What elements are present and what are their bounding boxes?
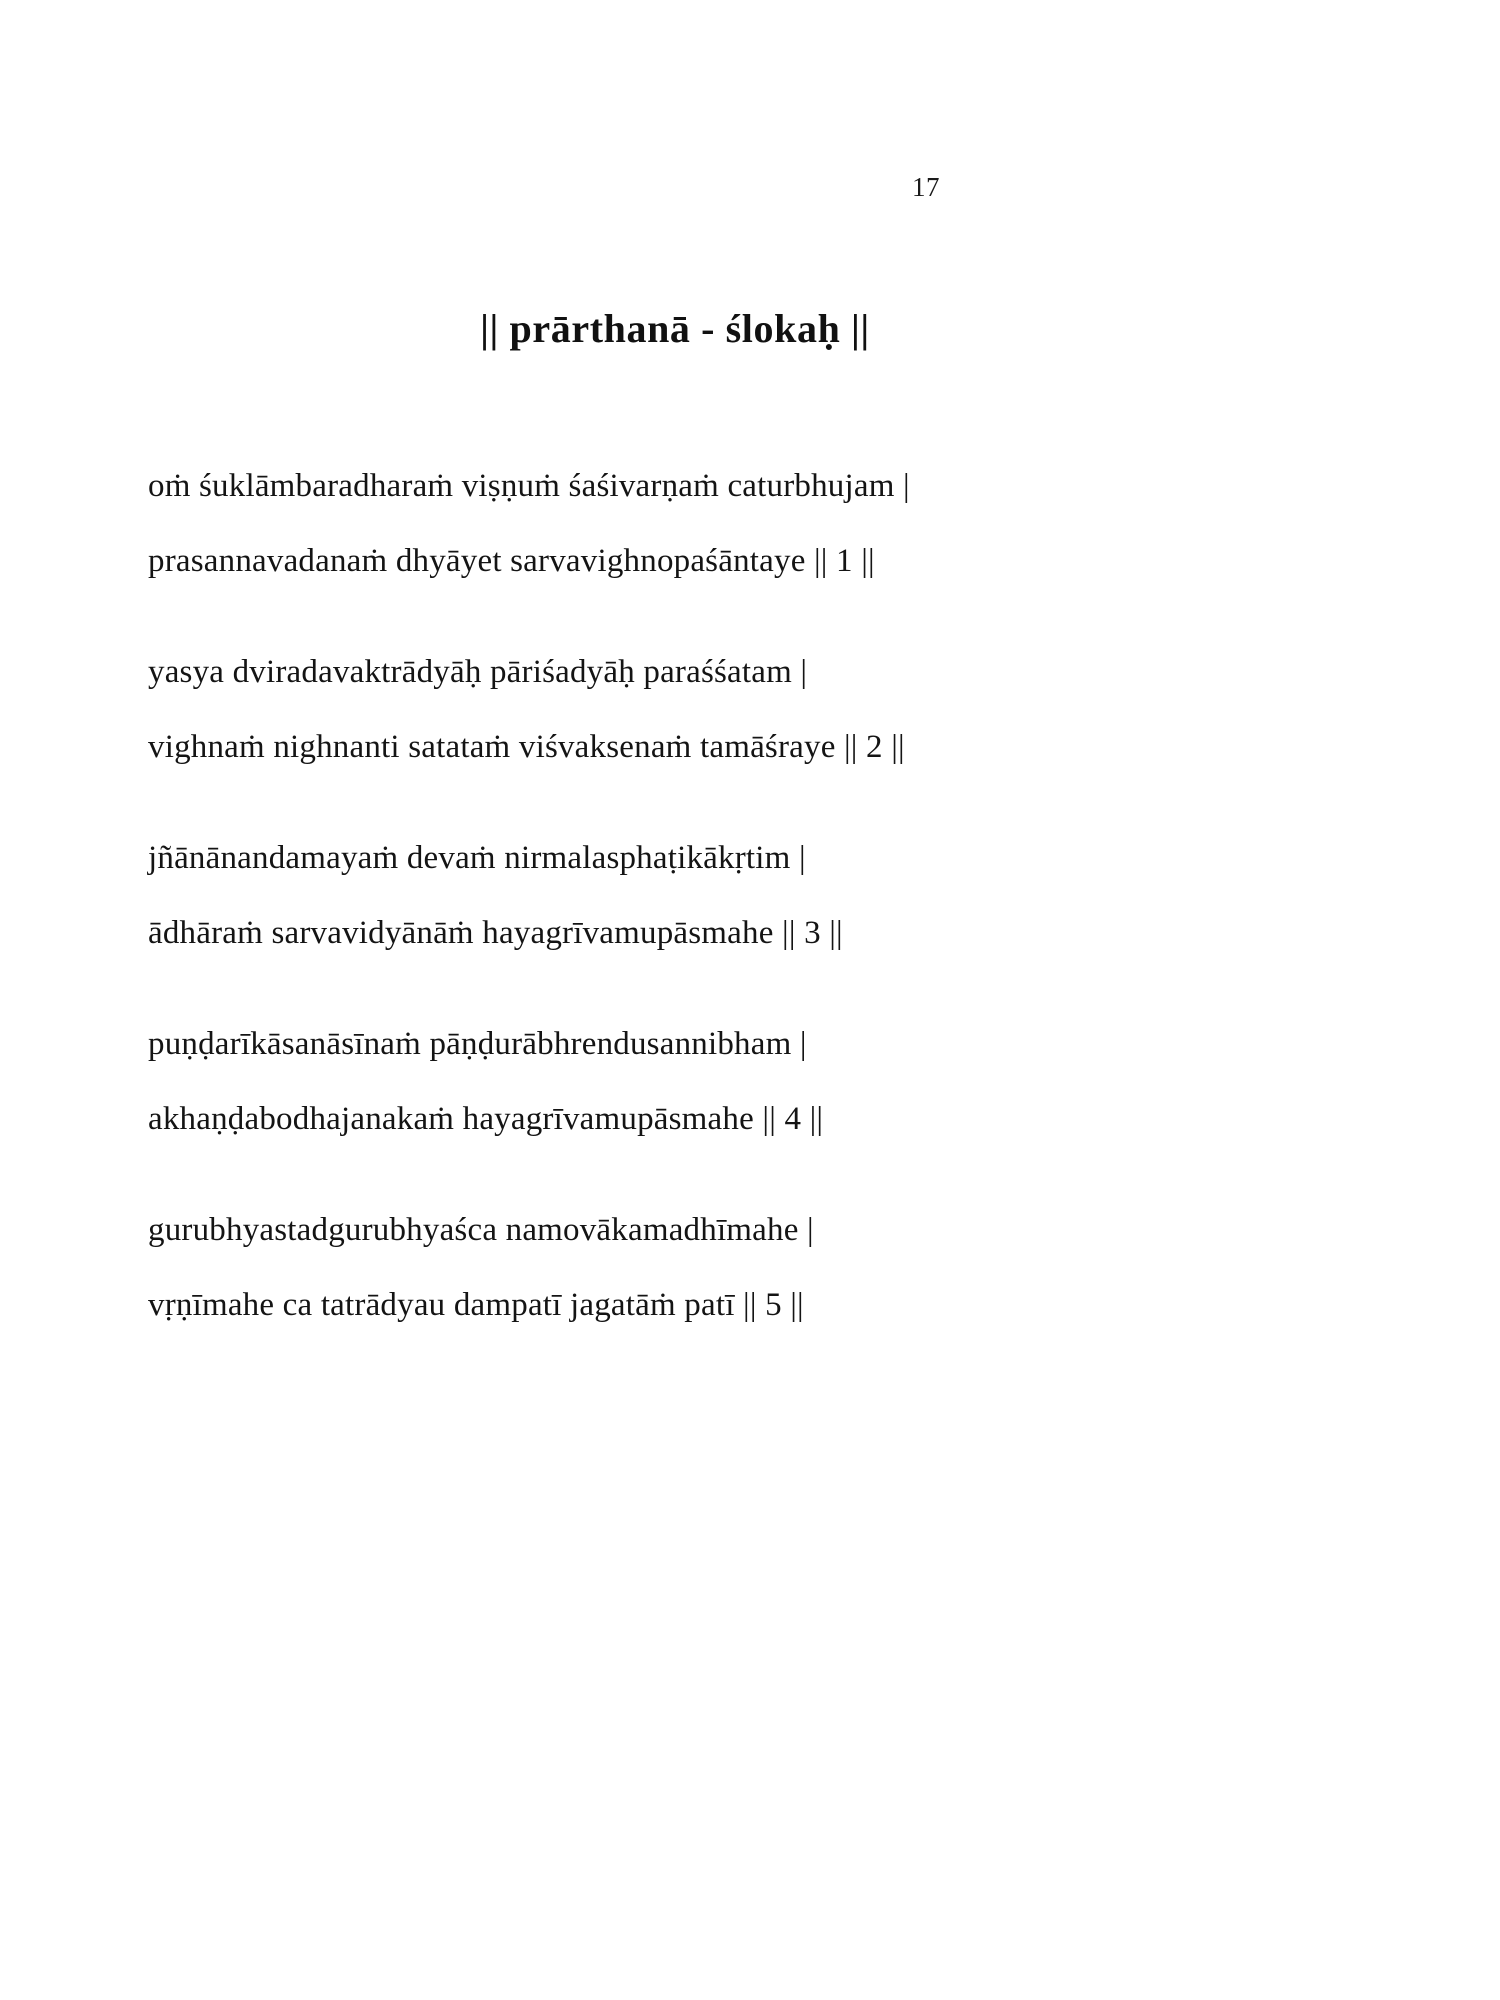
verse-block [148, 842, 1350, 950]
page-number: 17 [912, 172, 940, 202]
verse-line: puṇḍarīkāsanāsīnaṁ pāṇḍurābhrendusannibham | [148, 1026, 807, 1062]
verse-line: oṁ śuklāmbaradharaṁ viṣṇuṁ śaśivarṇaṁ caturbhujam | [148, 468, 910, 504]
verse-block [148, 1028, 1350, 1136]
verse-line: akhaṇḍabodhajanakaṁ hayagrīvamupāsmahe || 4 || [148, 1101, 824, 1137]
verse-line: jñānānandamayaṁ devaṁ nirmalasphaṭikākṛtim | [148, 840, 806, 876]
verse-line: yasya dviradavaktrādyāḥ pāriśadyāḥ paraśśatam | [148, 654, 808, 690]
verse-block [148, 656, 1350, 764]
verse-line: vṛṇīmahe ca tatrādyau dampatī jagatāṁ patī || 5 || [148, 1287, 804, 1323]
verse-line: prasannavadanaṁ dhyāyet sarvavighnopaśāntaye || 1 || [148, 543, 875, 579]
verse-line: vighnaṁ nighnanti satataṁ viśvaksenaṁ tamāśraye || 2 || [148, 729, 905, 765]
verse-block [148, 470, 1350, 578]
verse-line: ādhāraṁ sarvavidyānāṁ hayagrīvamupāsmahe || 3 || [148, 915, 843, 951]
page-title: || prārthanā - ślokaḥ || [480, 306, 870, 351]
verse-line: gurubhyastadgurubhyaśca namovākamadhīmahe | [148, 1212, 814, 1248]
verse-list [148, 470, 1350, 1322]
verse-block [148, 1214, 1350, 1322]
